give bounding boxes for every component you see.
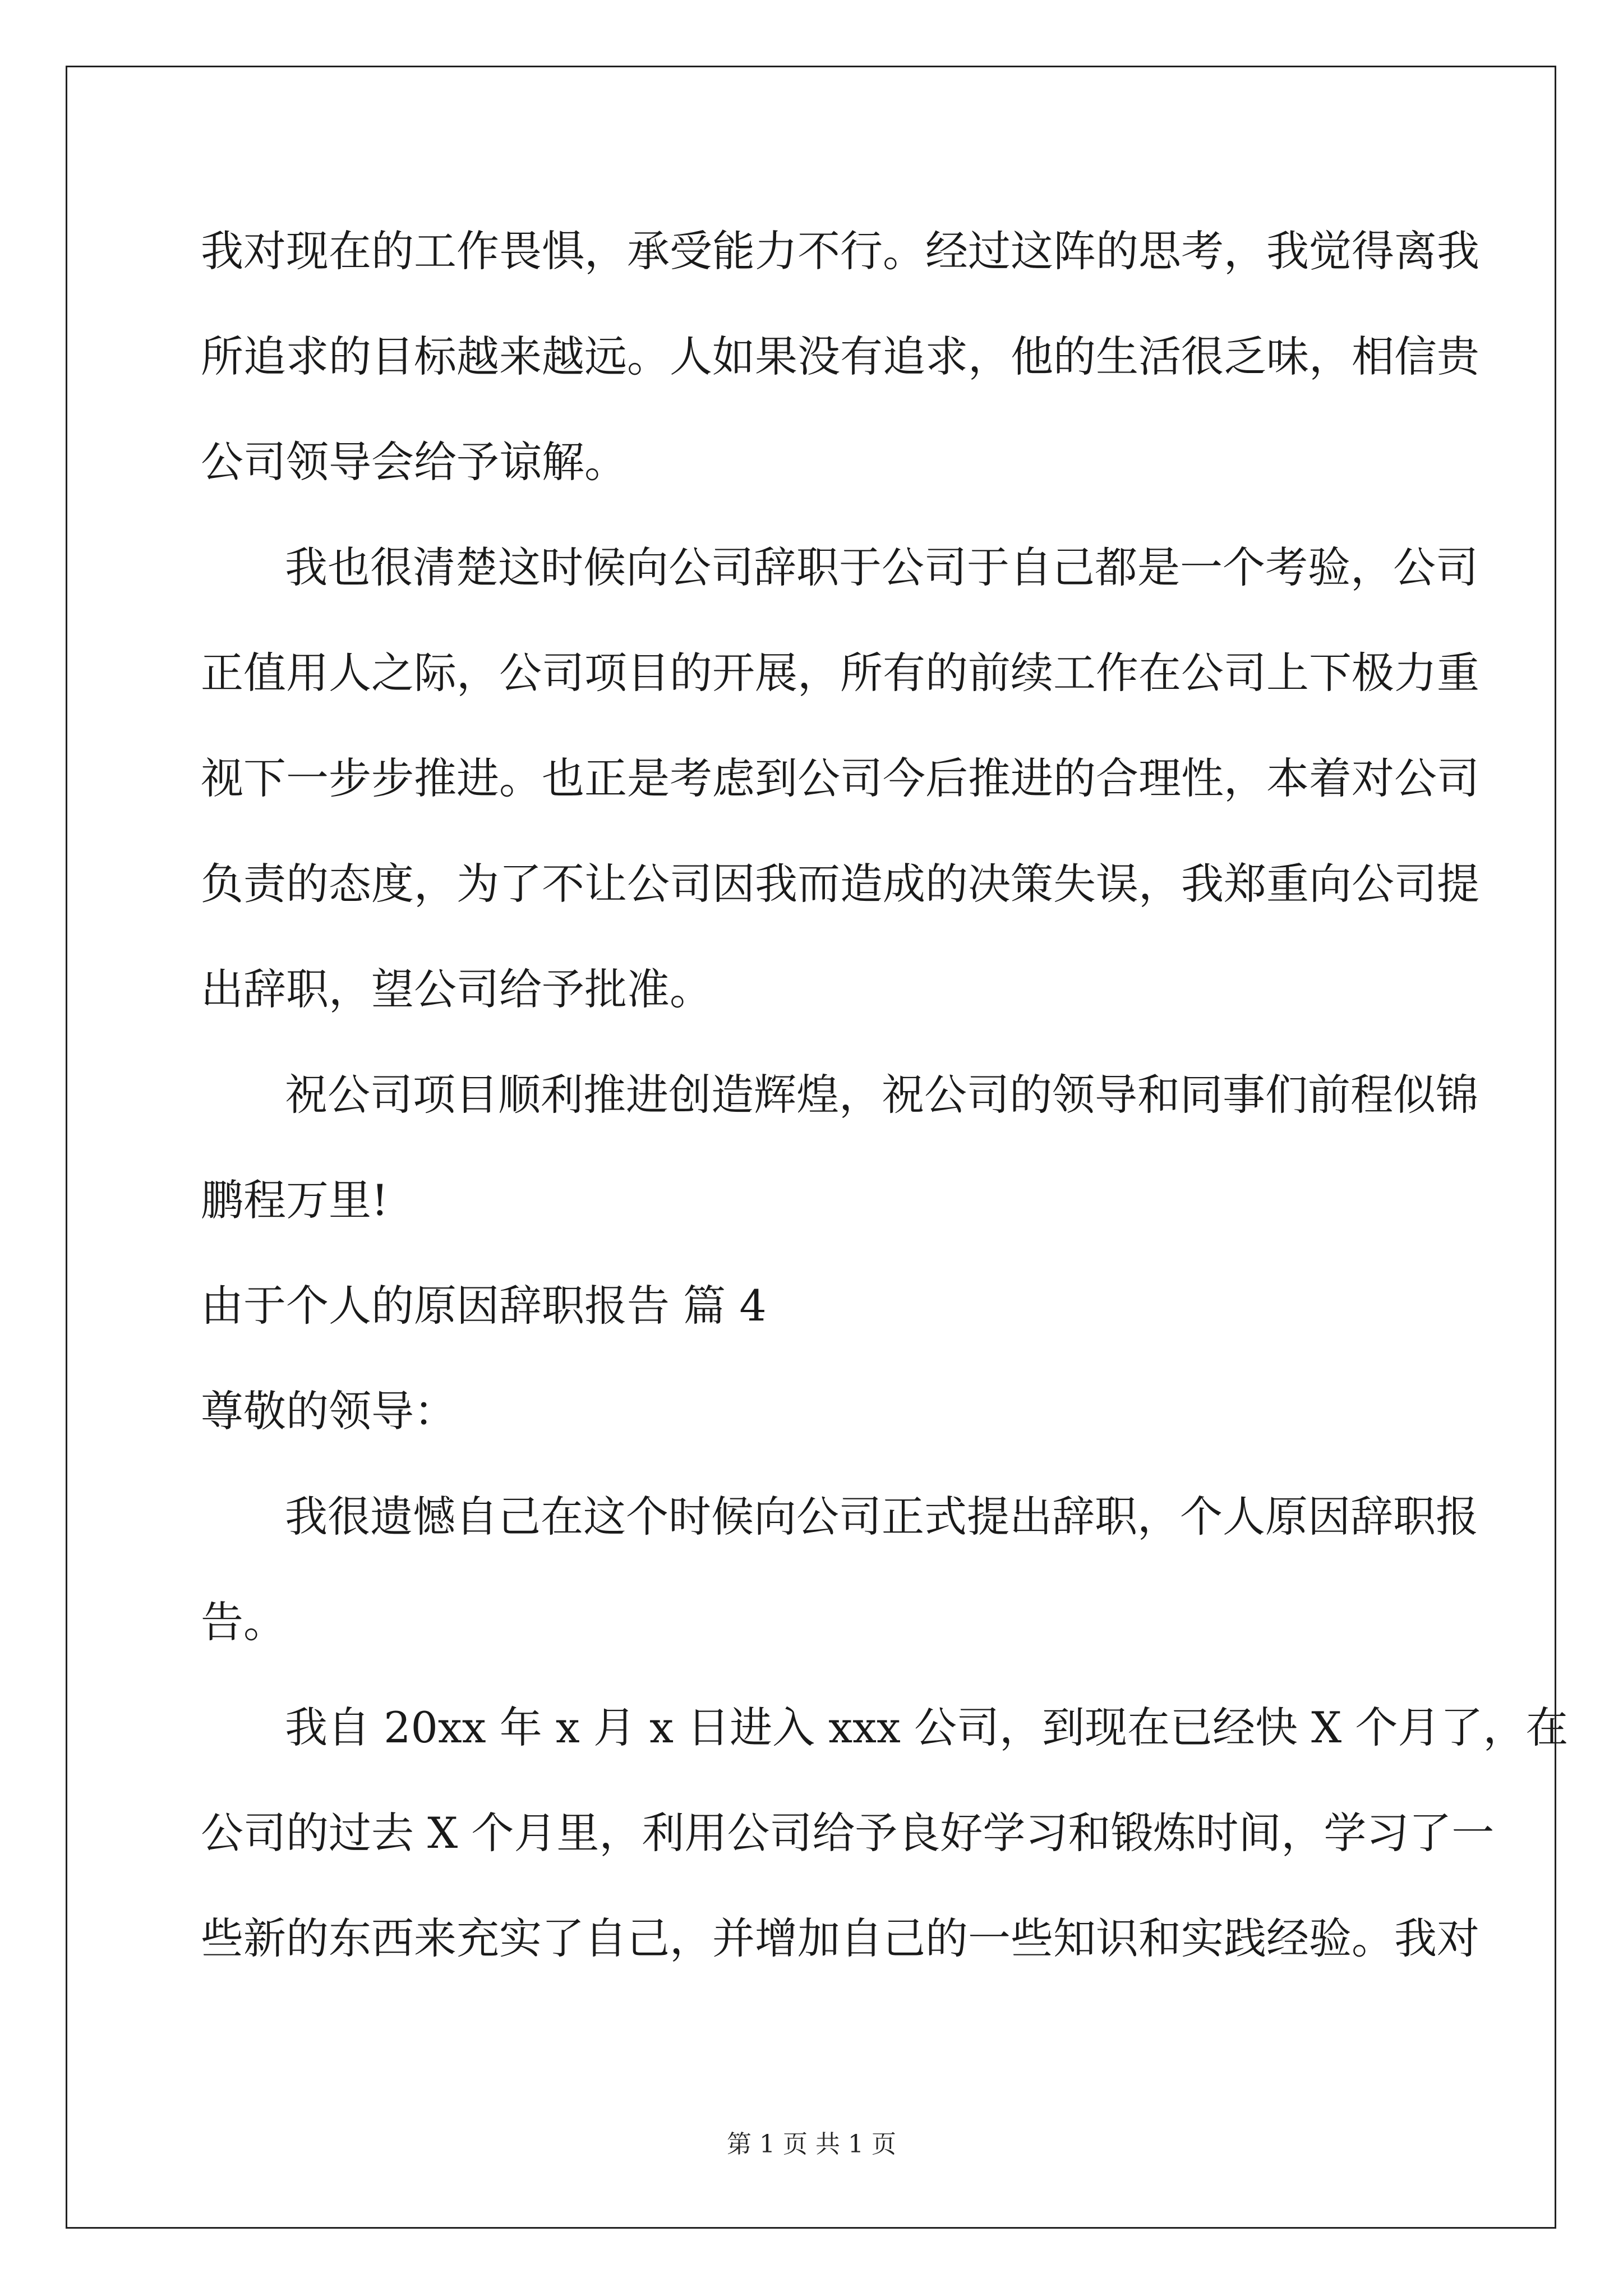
text-line: 祝公司项目顺利推进创造辉煌，祝公司的领导和同事们前程似锦 <box>285 1070 1478 1120</box>
text-line: 告。 <box>201 1597 286 1647</box>
text-line: 我也很清楚这时候向公司辞职于公司于自己都是一个考验，公司 <box>285 542 1478 592</box>
text-line: 我很遗憾自己在这个时候向公司正式提出辞职，个人原因辞职报 <box>285 1492 1478 1542</box>
text-line: 公司领导会给予谅解。 <box>201 437 627 487</box>
text-line: 鹏程万里! <box>201 1175 389 1225</box>
text-line: 我对现在的工作畏惧，承受能力不行。经过这阵的思考，我觉得离我 <box>201 226 1479 276</box>
page-border <box>66 66 1569 2229</box>
text-line: 视下一步步推进。也正是考虑到公司今后推进的合理性，本着对公司 <box>201 753 1479 803</box>
text-line: 所追求的目标越来越远。人如果没有追求，他的生活很乏味，相信贵 <box>201 332 1479 381</box>
text-line: 些新的东西来充实了自己，并增加自己的一些知识和实践经验。我对 <box>201 1913 1479 1963</box>
page-footer: 第 1 页 共 1 页 <box>727 2130 896 2159</box>
salutation: 尊敬的领导： <box>201 1386 457 1436</box>
section-heading: 由于个人的原因辞职报告 篇 4 <box>201 1281 767 1331</box>
text-line: 公司的过去 X 个月里，利用公司给予良好学习和锻炼时间，学习了一 <box>201 1808 1495 1858</box>
text-line: 负责的态度，为了不让公司因我而造成的决策失误，我郑重向公司提 <box>201 859 1479 909</box>
text-line: 我自 20xx 年 x 月 x 日进入 xxx 公司，到现在已经快 X 个月了，在 <box>285 1703 1569 1752</box>
text-line: 正值用人之际，公司项目的开展，所有的前续工作在公司上下极力重 <box>201 648 1479 698</box>
text-line: 出辞职，望公司给予批准。 <box>201 964 712 1014</box>
